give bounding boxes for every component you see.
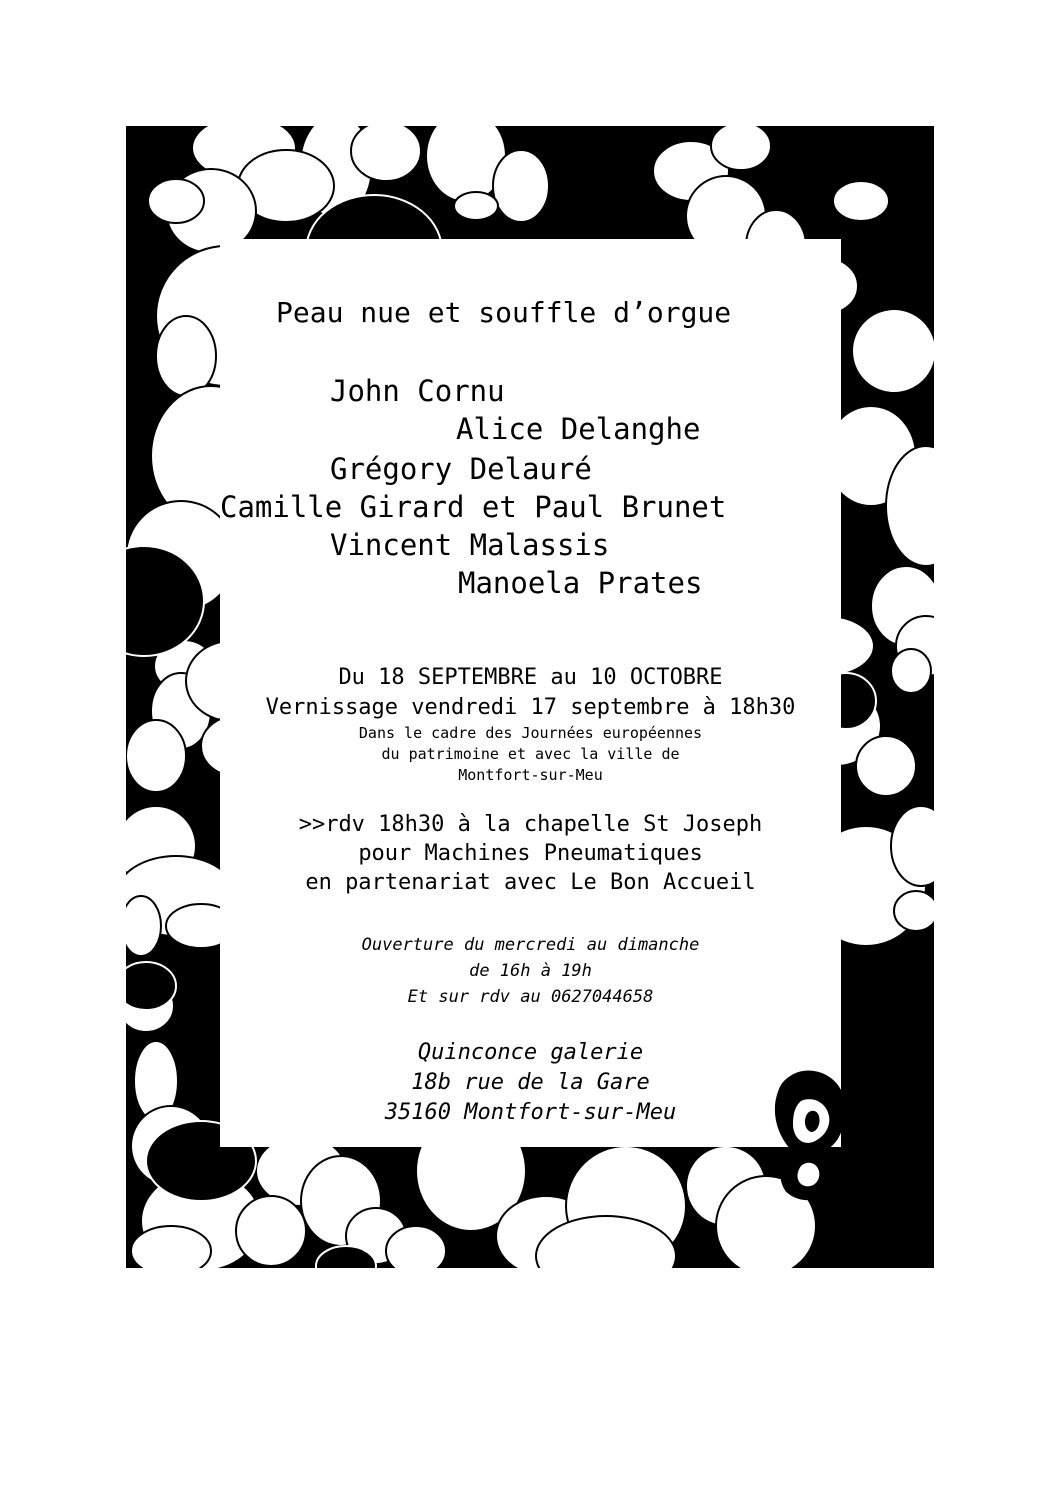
opening-date: Vernissage vendredi 17 septembre à 18h30 bbox=[265, 695, 796, 720]
rdv-line: en partenariat avec Le Bon Accueil bbox=[305, 870, 756, 895]
rdv-line: >>rdv 18h30 à la chapelle St Joseph bbox=[298, 812, 763, 837]
artist-name: Alice Delanghe bbox=[456, 412, 701, 446]
exhibition-period: Du 18 SEPTEMBRE au 10 OCTOBRE bbox=[338, 665, 723, 690]
quinconce-q-logo-icon bbox=[771, 1066, 851, 1206]
text-panel bbox=[220, 239, 841, 1147]
artist-name: Camille Girard et Paul Brunet bbox=[220, 490, 727, 524]
artist-name: John Cornu bbox=[330, 374, 505, 408]
artist-name: Grégory Delauré bbox=[330, 452, 592, 486]
gallery-name: Quinconce galerie bbox=[417, 1040, 644, 1065]
hours-line: Et sur rdv au 0627044658 bbox=[407, 987, 654, 1007]
artist-name: Vincent Malassis bbox=[330, 528, 610, 562]
hours-line: Ouverture du mercredi au dimanche bbox=[361, 935, 700, 955]
hours-line: de 16h à 19h bbox=[469, 961, 592, 981]
exhibition-title: Peau nue et souffle d’orgue bbox=[276, 296, 732, 329]
city-address: 35160 Montfort-sur-Meu bbox=[384, 1100, 677, 1125]
context-line: Dans le cadre des Journées européennes bbox=[358, 724, 703, 742]
context-line: du patrimoine et avec la ville de bbox=[381, 745, 680, 763]
rdv-line: pour Machines Pneumatiques bbox=[358, 841, 703, 866]
poster bbox=[126, 126, 934, 1268]
artist-name: Manoela Prates bbox=[458, 566, 703, 600]
street-address: 18b rue de la Gare bbox=[411, 1070, 650, 1095]
context-line: Montfort-sur-Meu bbox=[458, 766, 603, 784]
